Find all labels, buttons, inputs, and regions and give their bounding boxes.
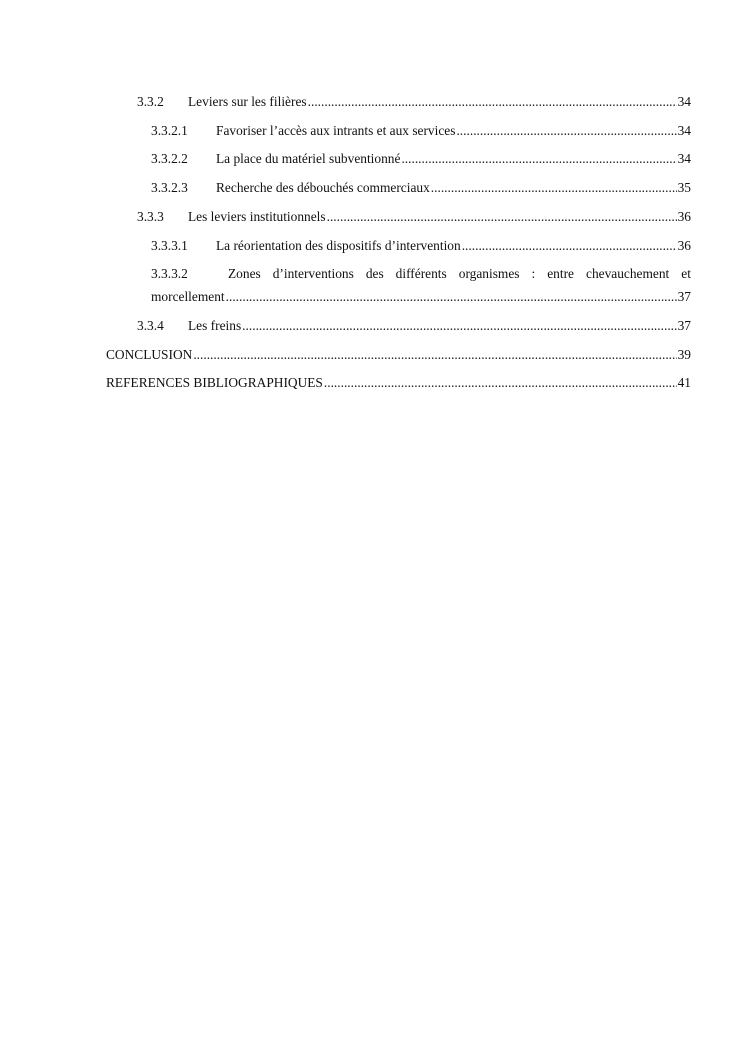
toc-entry-page: 34	[677, 151, 691, 166]
toc-entry-title: REFERENCES BIBLIOGRAPHIQUES	[106, 375, 323, 390]
dot-leader	[456, 123, 676, 139]
toc-entry-3-3-3-2-line1[interactable]	[151, 266, 691, 282]
toc-entry-3-3-2-2[interactable]	[151, 151, 691, 167]
toc-entry-page: 39	[677, 347, 691, 362]
toc-title-word: chevauchement	[586, 266, 670, 281]
toc-entry-title: La réorientation des dispositifs d’intervention	[216, 238, 461, 253]
toc-entry-page: 34	[677, 123, 691, 138]
toc-entry-page: 36	[677, 209, 691, 224]
dot-leader	[327, 209, 677, 225]
toc-title-word: et	[681, 266, 691, 281]
toc-entry-3-3-3[interactable]	[137, 209, 691, 225]
dot-leader	[308, 94, 677, 110]
toc-entry-title: La place du matériel subventionné	[216, 151, 401, 166]
toc-title-word: différents	[395, 266, 447, 281]
toc-entry-title: Recherche des débouchés commerciaux	[216, 180, 430, 195]
toc-entry-number: 3.3.3.2	[151, 266, 188, 281]
toc-entry-number: 3.3.3	[137, 209, 164, 224]
dot-leader	[462, 238, 677, 254]
toc-entry-page: 37	[677, 289, 691, 304]
toc-entry-number: 3.3.4	[137, 318, 164, 333]
toc-entry-number: 3.3.2.3	[151, 180, 188, 195]
toc-entry-page: 34	[677, 94, 691, 109]
toc-entry-3-3-2[interactable]	[137, 94, 691, 110]
toc-entry-3-3-4[interactable]	[137, 318, 691, 334]
toc-title-word: entre	[547, 266, 574, 281]
toc-entry-title: Leviers sur les filières	[188, 94, 307, 109]
dot-leader	[226, 289, 677, 305]
toc-entry-title: Les freins	[188, 318, 242, 333]
toc-entry-3-3-2-3[interactable]	[151, 180, 691, 196]
toc-title-word: organismes	[458, 266, 520, 281]
dot-leader	[431, 180, 677, 196]
toc-title-word: des	[365, 266, 384, 281]
toc-entry-page: 36	[677, 238, 691, 253]
toc-entry-3-3-3-1[interactable]	[151, 238, 691, 254]
toc-entry-3-3-2-1[interactable]	[151, 123, 691, 139]
toc-entry-title: CONCLUSION	[106, 347, 193, 362]
dot-leader	[401, 151, 676, 167]
toc-entry-page: 41	[677, 375, 691, 390]
dot-leader	[193, 347, 676, 363]
toc-entry-number: 3.3.2.1	[151, 123, 188, 138]
toc-entry-references[interactable]	[106, 375, 691, 391]
toc-entry-number: 3.3.2	[137, 94, 164, 109]
toc-entry-conclusion[interactable]	[106, 347, 691, 363]
toc-entry-3-3-3-2-line2[interactable]	[151, 289, 691, 305]
table-of-contents	[0, 0, 745, 400]
toc-title-word: :	[531, 266, 536, 281]
dot-leader	[324, 375, 677, 391]
toc-entry-page: 35	[677, 180, 691, 195]
toc-title-word: Zones	[228, 266, 261, 281]
toc-title-word: d’interventions	[272, 266, 354, 281]
toc-entry-title-continuation: morcellement	[151, 289, 225, 304]
toc-entry-number: 3.3.3.1	[151, 238, 188, 253]
toc-entry-title: Favoriser l’accès aux intrants et aux services	[216, 123, 456, 138]
toc-entry-title: Les leviers institutionnels	[188, 209, 326, 224]
toc-entry-number: 3.3.2.2	[151, 151, 188, 166]
toc-entry-page: 37	[677, 318, 691, 333]
dot-leader	[242, 318, 676, 334]
